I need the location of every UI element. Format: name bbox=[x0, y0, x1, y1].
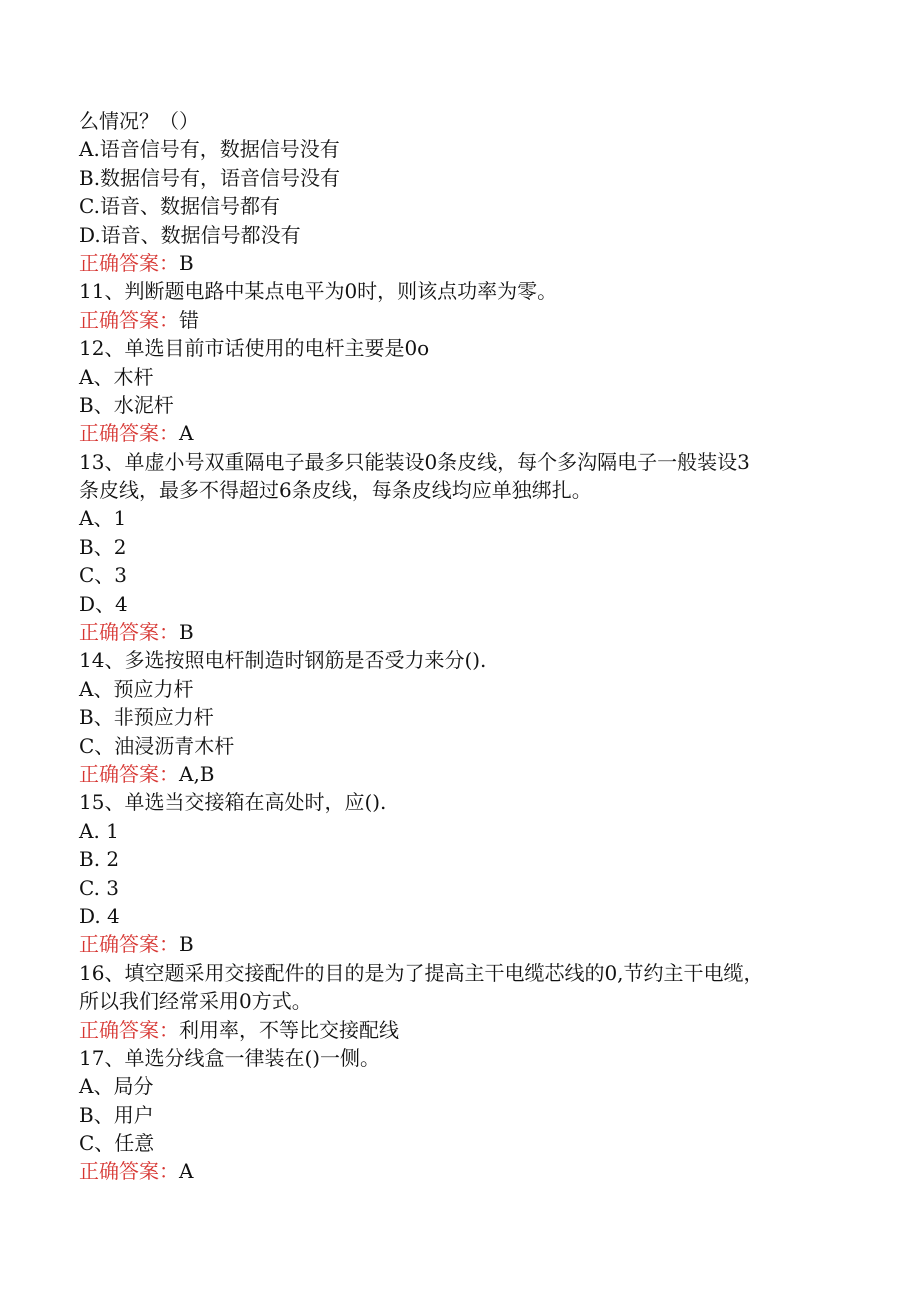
answer-label: 正确答案： bbox=[79, 761, 179, 786]
answer-value: A bbox=[179, 421, 194, 446]
question-line: 17、单选分线盒一律装在()一侧。 bbox=[79, 1045, 381, 1070]
answer-label: 正确答案： bbox=[79, 307, 179, 332]
answer-value: B bbox=[179, 620, 194, 645]
option-line: B、用户 bbox=[79, 1102, 154, 1127]
answer-value: B bbox=[179, 250, 194, 275]
answer-line bbox=[79, 1016, 849, 1044]
answer-line bbox=[79, 760, 849, 788]
option-line: B、非预应力杆 bbox=[79, 705, 214, 730]
option-line: A、1 bbox=[79, 506, 127, 531]
option-line: A、木杆 bbox=[79, 364, 154, 389]
question-line: 16、填空题采用交接配件的目的是为了提高主干电缆芯线的0,节约主干电缆， bbox=[79, 960, 764, 985]
answer-label: 正确答案： bbox=[79, 1159, 179, 1184]
answer-value: 错 bbox=[179, 307, 199, 332]
answer-line bbox=[79, 1157, 849, 1185]
answer-value: 利用率，不等比交接配线 bbox=[179, 1017, 399, 1042]
option-line: A.语音信号有，数据信号没有 bbox=[79, 137, 340, 162]
answer-label: 正确答案： bbox=[79, 1017, 179, 1042]
answer-label: 正确答案： bbox=[79, 620, 179, 645]
question-line: 15、单选当交接箱在高处时，应(). bbox=[79, 790, 387, 815]
answer-line bbox=[79, 249, 849, 277]
answer-line bbox=[79, 306, 849, 334]
option-line: B. 2 bbox=[79, 847, 120, 872]
option-line: C. 3 bbox=[79, 875, 120, 900]
document-body bbox=[79, 107, 849, 1186]
option-line: D. 4 bbox=[79, 903, 120, 928]
option-line: C.语音、数据信号都有 bbox=[79, 194, 280, 219]
answer-value: B bbox=[179, 932, 194, 957]
option-line: D、4 bbox=[79, 591, 128, 616]
answer-line bbox=[79, 618, 849, 646]
text-line: 么情况？（） bbox=[79, 109, 199, 133]
question-line: 14、多选按照电杆制造时钢筋是否受力来分(). bbox=[79, 648, 487, 673]
option-line: B、水泥杆 bbox=[79, 392, 174, 417]
option-line: A. 1 bbox=[79, 818, 119, 843]
option-line: D.语音、数据信号都没有 bbox=[79, 222, 301, 247]
question-line: 所以我们经常采用0方式。 bbox=[79, 989, 312, 1014]
option-line: C、油浸沥青木杆 bbox=[79, 733, 235, 758]
option-line: C、3 bbox=[79, 563, 128, 588]
answer-line bbox=[79, 419, 849, 447]
option-line: B、2 bbox=[79, 534, 127, 559]
answer-label: 正确答案： bbox=[79, 932, 179, 957]
option-line: A、局分 bbox=[79, 1074, 154, 1099]
answer-label: 正确答案： bbox=[79, 250, 179, 275]
option-line: A、预应力杆 bbox=[79, 676, 194, 701]
option-line: C、任意 bbox=[79, 1131, 155, 1156]
answer-value: A bbox=[179, 1159, 194, 1184]
answer-value: A,B bbox=[179, 761, 215, 786]
question-line: 12、单选目前市话使用的电杆主要是0o bbox=[79, 336, 430, 361]
question-line: 13、单虚小号双重隔电子最多只能装设0条皮线，每个多沟隔电子一般装设3 bbox=[79, 449, 750, 474]
answer-line bbox=[79, 930, 849, 958]
question-line: 11、判断题电路中某点电平为0时，则该点功率为零。 bbox=[79, 279, 558, 304]
answer-label: 正确答案： bbox=[79, 421, 179, 446]
option-line: B.数据信号有，语音信号没有 bbox=[79, 165, 341, 190]
question-line: 条皮线，最多不得超过6条皮线，每条皮线均应单独绑扎。 bbox=[79, 478, 592, 503]
